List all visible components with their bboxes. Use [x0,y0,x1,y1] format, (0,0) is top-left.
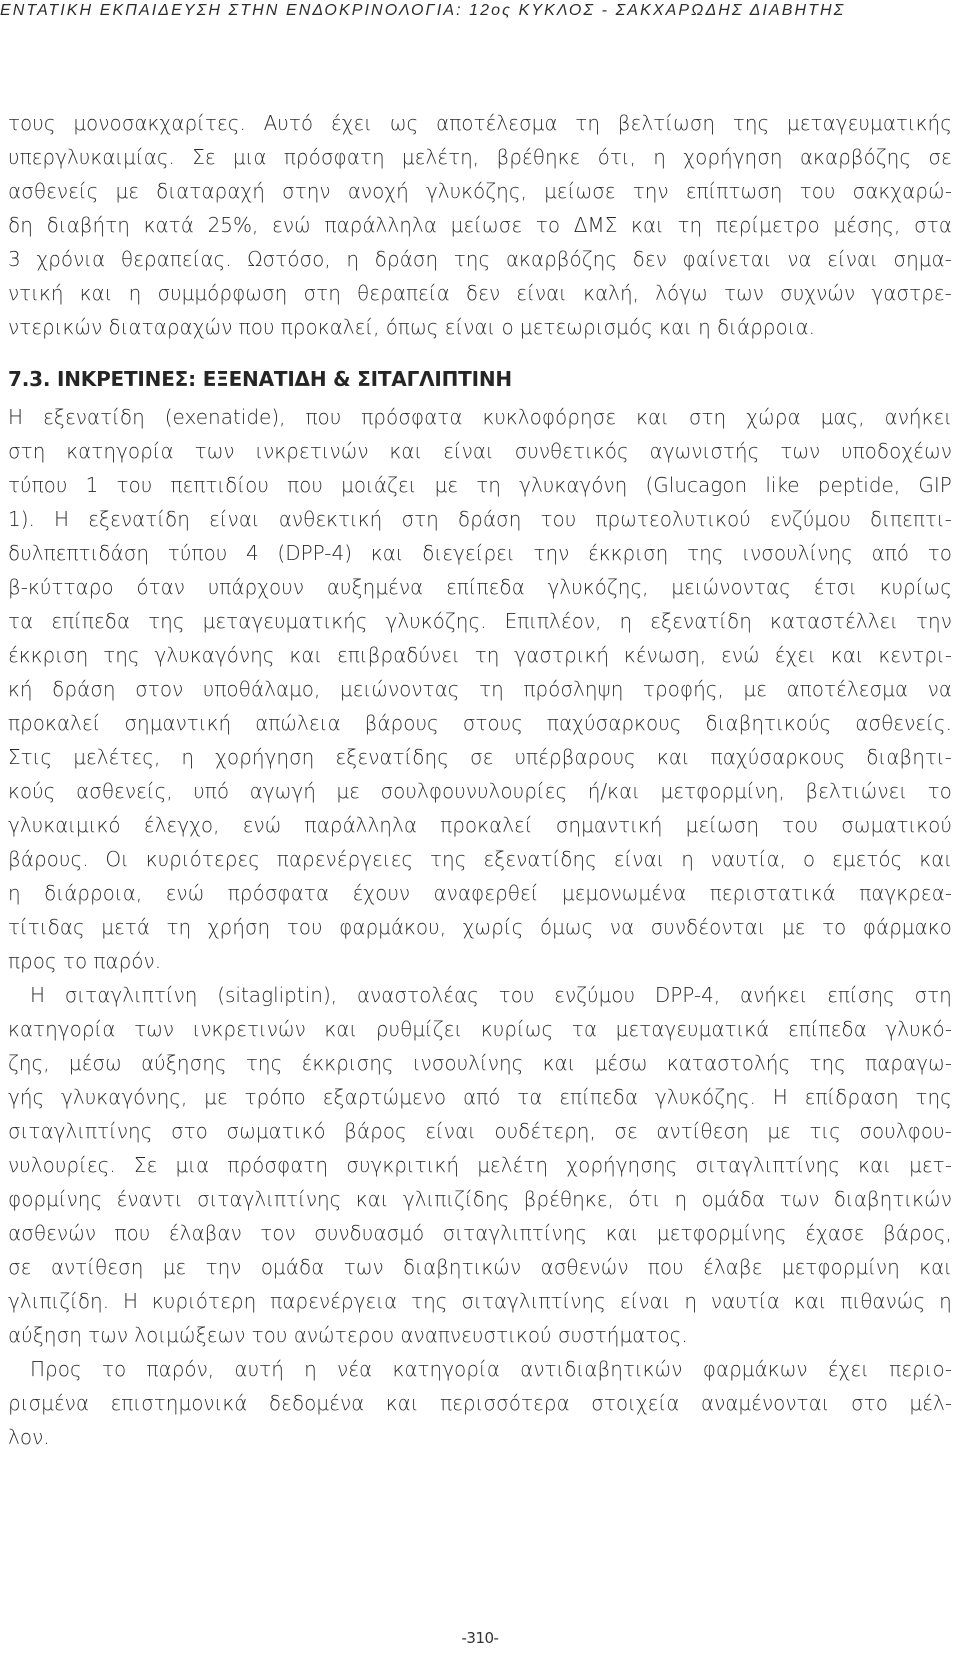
paragraph [8,978,952,1352]
text-line: νυλουρίες. Σε μια πρόσφατη συγκριτική μελέτη χορήγησης σιταγλιπτίνης και μετ- [8,1153,952,1177]
text-line: τα επίπεδα της μεταγευματικής γλυκόζης. Επιπλέον, η εξενατίδη καταστέλλει την [8,609,952,633]
text-line: Η σιταγλιπτίνη (sitagliptin), αναστολέας του ενζύμου DPP-4, ανήκει επίσης στη [30,983,952,1007]
text-line: ζης, μέσω αύξησης της έκκρισης ινσουλίνης και μέσω καταστολής της παραγω- [8,1051,952,1075]
text-line: στη κατηγορία των ινκρετινών και είναι συνθετικός αγωνιστής των υποδοχέων [8,439,952,463]
page-body [8,106,952,1454]
text-line: γλυκαιμικό έλεγχο, ενώ παράλληλα προκαλεί σημαντική μείωση του σωματικού [8,813,952,837]
paragraph [8,106,952,344]
text-line: γής γλυκαγόνης, με τρόπο εξαρτώμενο από τα επίπεδα γλυκόζης. Η επίδραση της [8,1085,952,1109]
text-line: κή δράση στον υποθάλαμο, μειώνοντας τη πρόσληψη τροφής, με αποτέλεσμα να [8,677,952,701]
text-line: υπεργλυκαιμίας. Σε μια πρόσφατη μελέτη, βρέθηκε ότι, η χορήγηση ακαρβόζης σε [8,145,952,169]
paragraph [8,400,952,978]
text-line: φορμίνης έναντι σιταγλιπτίνης και γλιπιζίδης βρέθηκε, ότι η ομάδα των διαβητικών [8,1187,952,1211]
paragraph [8,1352,952,1454]
text-line: Η εξενατίδη (exenatide), που πρόσφατα κυκλοφόρησε και στη χώρα μας, ανήκει [8,405,952,429]
text-line: σιταγλιπτίνης στο σωματικό βάρος είναι ουδέτερη, σε αντίθεση με τις σουλφου- [8,1119,952,1143]
text-line: αύξηση των λοιμώξεων του ανώτερου αναπνευστικού συστήματος. [8,1323,688,1347]
text-line: δυλπεπτιδάση τύπου 4 (DPP-4) και διεγείρει την έκκριση της ινσουλίνης από το [8,541,952,565]
text-line: δη διαβήτη κατά 25%, ενώ παράλληλα μείωσε το ΔΜΣ και τη περίμετρο μέσης, στα [8,213,952,237]
text-line: 1). Η εξενατίδη είναι ανθεκτική στη δράση του πρωτεολυτικού ενζύμου διπεπτι- [8,507,952,531]
text-line: η διάρροια, ενώ πρόσφατα έχουν αναφερθεί μεμονωμένα περιστατικά παγκρεα- [8,881,952,905]
text-line: έκκριση της γλυκαγόνης και επιβραδύνει τη γαστρική κένωση, ενώ έχει και κεντρι- [8,643,952,667]
text-line: προκαλεί σημαντική απώλεια βάρους στους παχύσαρκους διαβητικούς ασθενείς. [8,711,952,735]
text-line: κούς ασθενείς, υπό αγωγή με σουλφουνυλουρίες ή/και μετφορμίνη, βελτιώνει το [8,779,952,803]
page-number: -310- [461,1629,499,1647]
text-line: λον. [8,1425,50,1449]
text-line: Στις μελέτες, η χορήγηση εξενατίδης σε υπέρβαρους και παχύσαρκους διαβητι- [8,745,952,769]
text-line: ρισμένα επιστημονικά δεδομένα και περισσότερα στοιχεία αναμένονται στο μέλ- [8,1391,952,1415]
text-line: τύπου 1 του πεπτιδίου που μοιάζει με τη γλυκαγόνη (Glucagon like peptide, GIP [8,473,952,497]
text-line: 3 χρόνια θεραπείας. Ωστόσο, η δράση της ακαρβόζης δεν φαίνεται να είναι σημα- [8,247,952,271]
text-line: β-κύτταρο όταν υπάρχουν αυξημένα επίπεδα γλυκόζης, μειώνοντας έτσι κυρίως [8,575,952,599]
running-header: ΕΝΤΑΤΙΚΗ ΕΚΠΑΙΔΕΥΣΗ ΣΤΗΝ ΕΝΔΟΚΡΙΝΟΛΟΓΙΑ: 12ος ΚΥΚΛΟΣ - ΣΑΚΧΑΡΩΔΗΣ ΔΙΑΒΗΤΗΣ [0,2,846,19]
text-line: γλιπιζίδη. Η κυριότερη παρενέργεια της σιταγλιπτίνης είναι η ναυτία και πιθανώς η [8,1289,952,1313]
text-line: σε αντίθεση με την ομάδα των διαβητικών ασθενών που έλαβε μετφορμίνη και [8,1255,952,1279]
text-line: ντερικών διαταραχών που προκαλεί, όπως είναι ο μετεωρισμός και η διάρροια. [8,315,816,339]
section-heading: 7.3. ΙΝΚΡΕΤΙΝΕΣ: ΕΞΕΝΑΤΙΔΗ & ΣΙΤΑΓΛΙΠΤΙΝΗ [8,367,512,391]
text-line: προς το παρόν. [8,949,162,973]
text-line: ασθενών που έλαβαν τον συνδυασμό σιταγλιπτίνης και μετφορμίνης έχασε βάρος, [8,1221,952,1245]
text-line: τίτιδας μετά τη χρήση του φαρμάκου, χωρίς όμως να συνδέονται με το φάρμακο [8,915,952,939]
text-line: ασθενείς με διαταραχή στην ανοχή γλυκόζης, μείωσε την επίπτωση του σακχαρώ- [8,179,952,203]
text-line: κατηγορία των ινκρετινών και ρυθμίζει κυρίως τα μεταγευματικά επίπεδα γλυκό- [8,1017,952,1041]
text-line: Προς το παρόν, αυτή η νέα κατηγορία αντιδιαβητικών φαρμάκων έχει περιο- [30,1357,952,1381]
text-line: ντική και η συμμόρφωση στη θεραπεία δεν είναι καλή, λόγω των συχνών γαστρε- [8,281,952,305]
text-line: βάρους. Οι κυριότερες παρενέργειες της εξενατίδης είναι η ναυτία, ο εμετός και [8,847,952,871]
text-line: τους μονοσακχαρίτες. Αυτό έχει ως αποτέλεσμα τη βελτίωση της μεταγευματικής [8,111,952,135]
